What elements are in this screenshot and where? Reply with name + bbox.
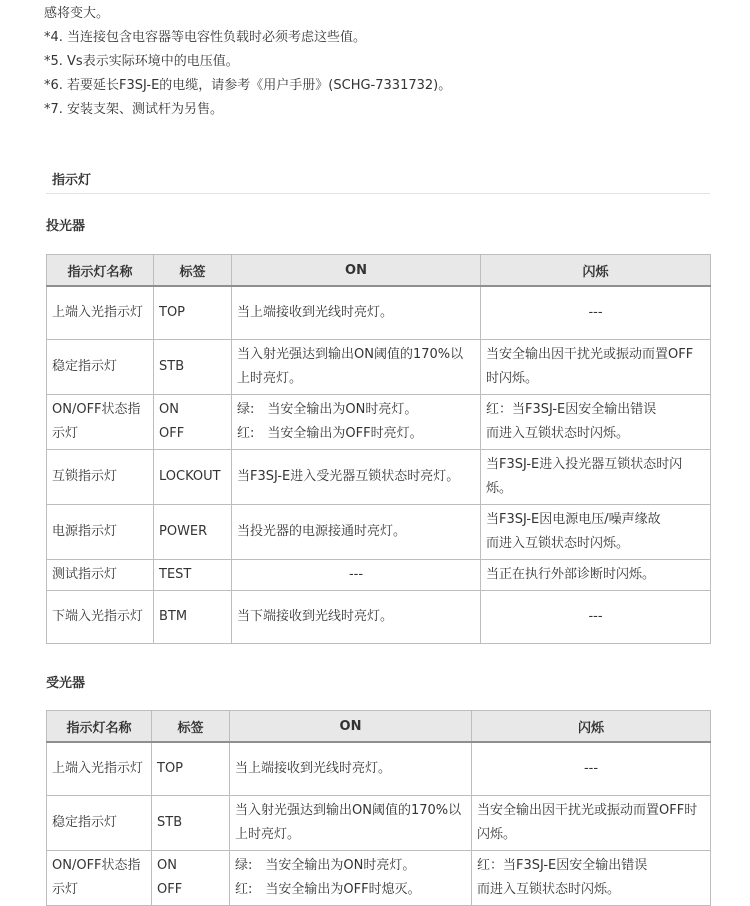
indicator-label-cell: BTM <box>154 590 232 643</box>
on-description-cell: 当上端接收到光线时亮灯。 <box>230 742 472 795</box>
flash-description-cell: --- <box>481 590 711 643</box>
flash-description-cell: 当F3SJ-E进入投光器互锁状态时闪烁。 <box>481 449 711 504</box>
indicator-name-cell: 稳定指示灯 <box>47 795 152 850</box>
footnote: *4. 当连接包含电容器等电容性负载时必须考虑这些值。 <box>44 30 367 45</box>
column-header-flash: 闪烁 <box>472 711 711 743</box>
table-row <box>47 339 711 394</box>
table-row <box>47 850 711 905</box>
on-description-cell: 当入射光强达到输出ON阈值的170%以上时亮灯。 <box>230 795 472 850</box>
flash-description-cell-line: 红：当F3SJ-E因安全输出错误 <box>477 857 648 873</box>
flash-description-cell <box>481 394 711 449</box>
on-description-cell-line: 绿: 当安全输出为ON时亮灯。 <box>235 857 416 873</box>
flash-description-cell: 当安全输出因干扰光或振动而置OFF时闪烁。 <box>472 795 711 850</box>
footnotes <box>44 2 451 122</box>
flash-description-cell-line: 而进入互锁状态时闪烁。 <box>477 881 621 897</box>
indicator-label-cell: STB <box>154 339 232 394</box>
on-description-cell-line: 绿: 当安全输出为ON时亮灯。 <box>237 401 418 417</box>
indicator-name-cell: 稳定指示灯 <box>47 339 154 394</box>
section-title: 指示灯 <box>52 173 92 188</box>
indicator-label-cell: TOP <box>152 742 230 795</box>
emitter-title: 投光器 <box>46 219 86 234</box>
indicator-name-cell: ON/OFF状态指示灯 <box>47 850 152 905</box>
flash-description-cell <box>481 504 711 559</box>
column-header-label: 标签 <box>154 255 232 287</box>
indicator-name-cell: 测试指示灯 <box>47 559 154 590</box>
on-description-cell: 当上端接收到光线时亮灯。 <box>232 286 481 339</box>
indicator-label-cell: LOCKOUT <box>154 449 232 504</box>
indicator-label-cell: TEST <box>154 559 232 590</box>
emitter-table-body <box>47 286 711 643</box>
on-description-cell: 当下端接收到光线时亮灯。 <box>232 590 481 643</box>
flash-description-cell-line: 而进入互锁状态时闪烁。 <box>486 425 630 441</box>
table-row <box>47 795 711 850</box>
column-header-name: 指示灯名称 <box>47 711 152 743</box>
indicator-name-cell: ON/OFF状态指示灯 <box>47 394 154 449</box>
footnote: *5. Vs表示实际环境中的电压值。 <box>44 54 239 69</box>
on-description-cell <box>232 394 481 449</box>
on-description-cell: 当F3SJ-E进入受光器互锁状态时亮灯。 <box>232 449 481 504</box>
on-description-cell: 当入射光强达到输出ON阈值的170%以上时亮灯。 <box>232 339 481 394</box>
indicator-label-cell-line: ON <box>157 857 177 873</box>
table-header-row <box>47 711 711 743</box>
flash-description-cell: 当正在执行外部诊断时闪烁。 <box>481 559 711 590</box>
column-header-flash: 闪烁 <box>481 255 711 287</box>
indicator-label-cell-line: ON <box>159 401 179 417</box>
table-row <box>47 449 711 504</box>
on-description-cell: 当投光器的电源接通时亮灯。 <box>232 504 481 559</box>
indicator-name-cell: 上端入光指示灯 <box>47 742 152 795</box>
on-description-cell-line: 红: 当安全输出为OFF时熄灭。 <box>235 881 421 897</box>
table-header-row <box>47 255 711 287</box>
indicator-label-cell: TOP <box>154 286 232 339</box>
table-row <box>47 504 711 559</box>
indicator-label-cell: STB <box>152 795 230 850</box>
receiver-title: 受光器 <box>46 676 86 691</box>
indicator-label-cell-line: OFF <box>159 425 185 441</box>
column-header-label: 标签 <box>152 711 230 743</box>
flash-description-cell-line: 而进入互锁状态时闪烁。 <box>486 535 630 551</box>
flash-description-cell: 当安全输出因干扰光或振动而置OFF时闪烁。 <box>481 339 711 394</box>
on-description-cell-line: 红: 当安全输出为OFF时亮灯。 <box>237 425 423 441</box>
table-row <box>47 394 711 449</box>
column-header-on: ON <box>232 255 481 287</box>
flash-description-cell: --- <box>472 742 711 795</box>
footnote: 感将变大。 <box>44 6 110 21</box>
emitter-indicator-table <box>46 254 711 644</box>
table-row <box>47 742 711 795</box>
table-row <box>47 559 711 590</box>
footnote: *6. 若要延长F3SJ-E的电缆，请参考《用户手册》(SCHG-7331732)。 <box>44 78 452 93</box>
indicator-label-cell <box>154 394 232 449</box>
indicator-name-cell: 上端入光指示灯 <box>47 286 154 339</box>
indicator-label-cell <box>152 850 230 905</box>
on-description-cell <box>230 850 472 905</box>
indicator-label-cell: POWER <box>154 504 232 559</box>
footnote: *7. 安装支架、测试杆为另售。 <box>44 102 224 117</box>
on-description-cell: --- <box>232 559 481 590</box>
flash-description-cell-line: 红：当F3SJ-E因安全输出错误 <box>486 401 657 417</box>
indicator-name-cell: 互锁指示灯 <box>47 449 154 504</box>
column-header-name: 指示灯名称 <box>47 255 154 287</box>
receiver-table-body <box>47 742 711 905</box>
indicator-name-cell: 电源指示灯 <box>47 504 154 559</box>
indicator-label-cell-line: OFF <box>157 881 183 897</box>
table-row <box>47 590 711 643</box>
section-divider <box>46 193 710 194</box>
flash-description-cell-line: 当F3SJ-E因电源电压/噪声缘故 <box>486 511 661 527</box>
column-header-on: ON <box>230 711 472 743</box>
table-row <box>47 286 711 339</box>
receiver-indicator-table <box>46 710 711 906</box>
flash-description-cell <box>472 850 711 905</box>
flash-description-cell: --- <box>481 286 711 339</box>
indicator-name-cell: 下端入光指示灯 <box>47 590 154 643</box>
